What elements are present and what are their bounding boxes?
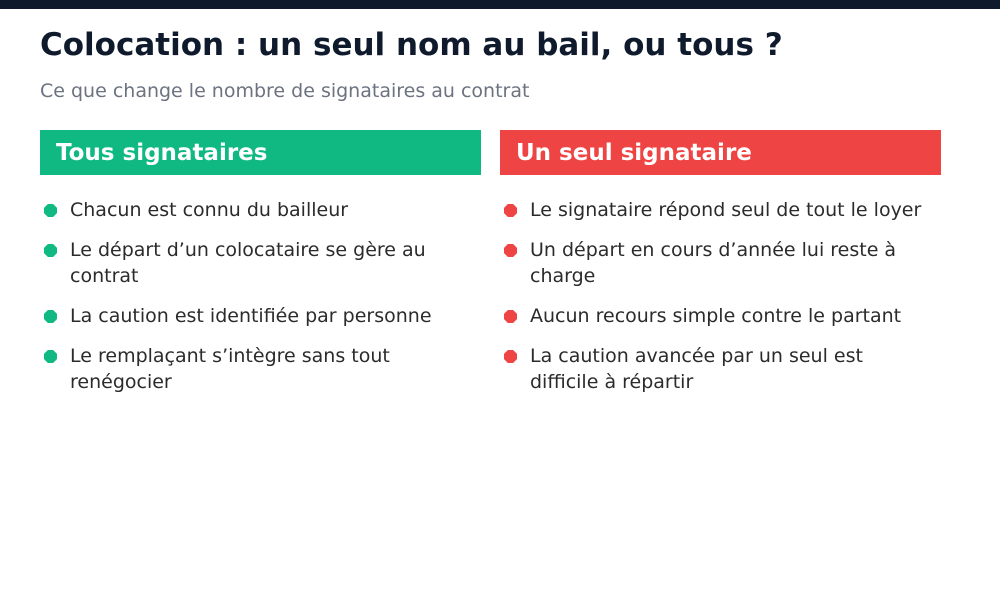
page-subtitle: Ce que change le nombre de signataires au contrat [40, 80, 530, 102]
list-item [40, 237, 481, 289]
list-item [500, 237, 941, 289]
octagon-bullet-icon [504, 204, 517, 217]
list-item [40, 343, 481, 395]
octagon-bullet-icon [44, 310, 57, 323]
list-item [40, 303, 481, 329]
octagon-bullet-icon [44, 350, 57, 363]
column-single-signatory [500, 130, 941, 409]
list-item-text: Aucun recours simple contre le partant [530, 305, 902, 327]
column-all-signatories [40, 130, 481, 409]
column-header-single-signatory: Un seul signataire [500, 130, 941, 175]
list-item-text: Le signataire répond seul de tout le loyer [530, 199, 922, 221]
list-item-text: Le remplaçant s’intègre sans tout renégocier [70, 345, 390, 393]
octagon-bullet-icon [44, 204, 57, 217]
top-accent-bar [0, 0, 1000, 9]
page-title: Colocation : un seul nom au bail, ou tous ? [40, 27, 783, 63]
octagon-bullet-icon [504, 350, 517, 363]
bullet-list-single-signatory [500, 197, 941, 395]
list-item-text: Un départ en cours d’année lui reste à charge [530, 239, 897, 287]
list-item [500, 343, 941, 395]
column-header-all-signatories: Tous signataires [40, 130, 481, 175]
list-item-text: Chacun est connu du bailleur [70, 199, 349, 221]
list-item-text: La caution est identifiée par personne [70, 305, 432, 327]
octagon-bullet-icon [504, 310, 517, 323]
list-item-text: La caution avancée par un seul est difficile à répartir [530, 345, 863, 393]
list-item [500, 197, 941, 223]
list-item-text: Le départ d’un colocataire se gère au contrat [70, 239, 426, 287]
list-item [500, 303, 941, 329]
octagon-bullet-icon [504, 244, 517, 257]
octagon-bullet-icon [44, 244, 57, 257]
bullet-list-all-signatories [40, 197, 481, 395]
list-item [40, 197, 481, 223]
